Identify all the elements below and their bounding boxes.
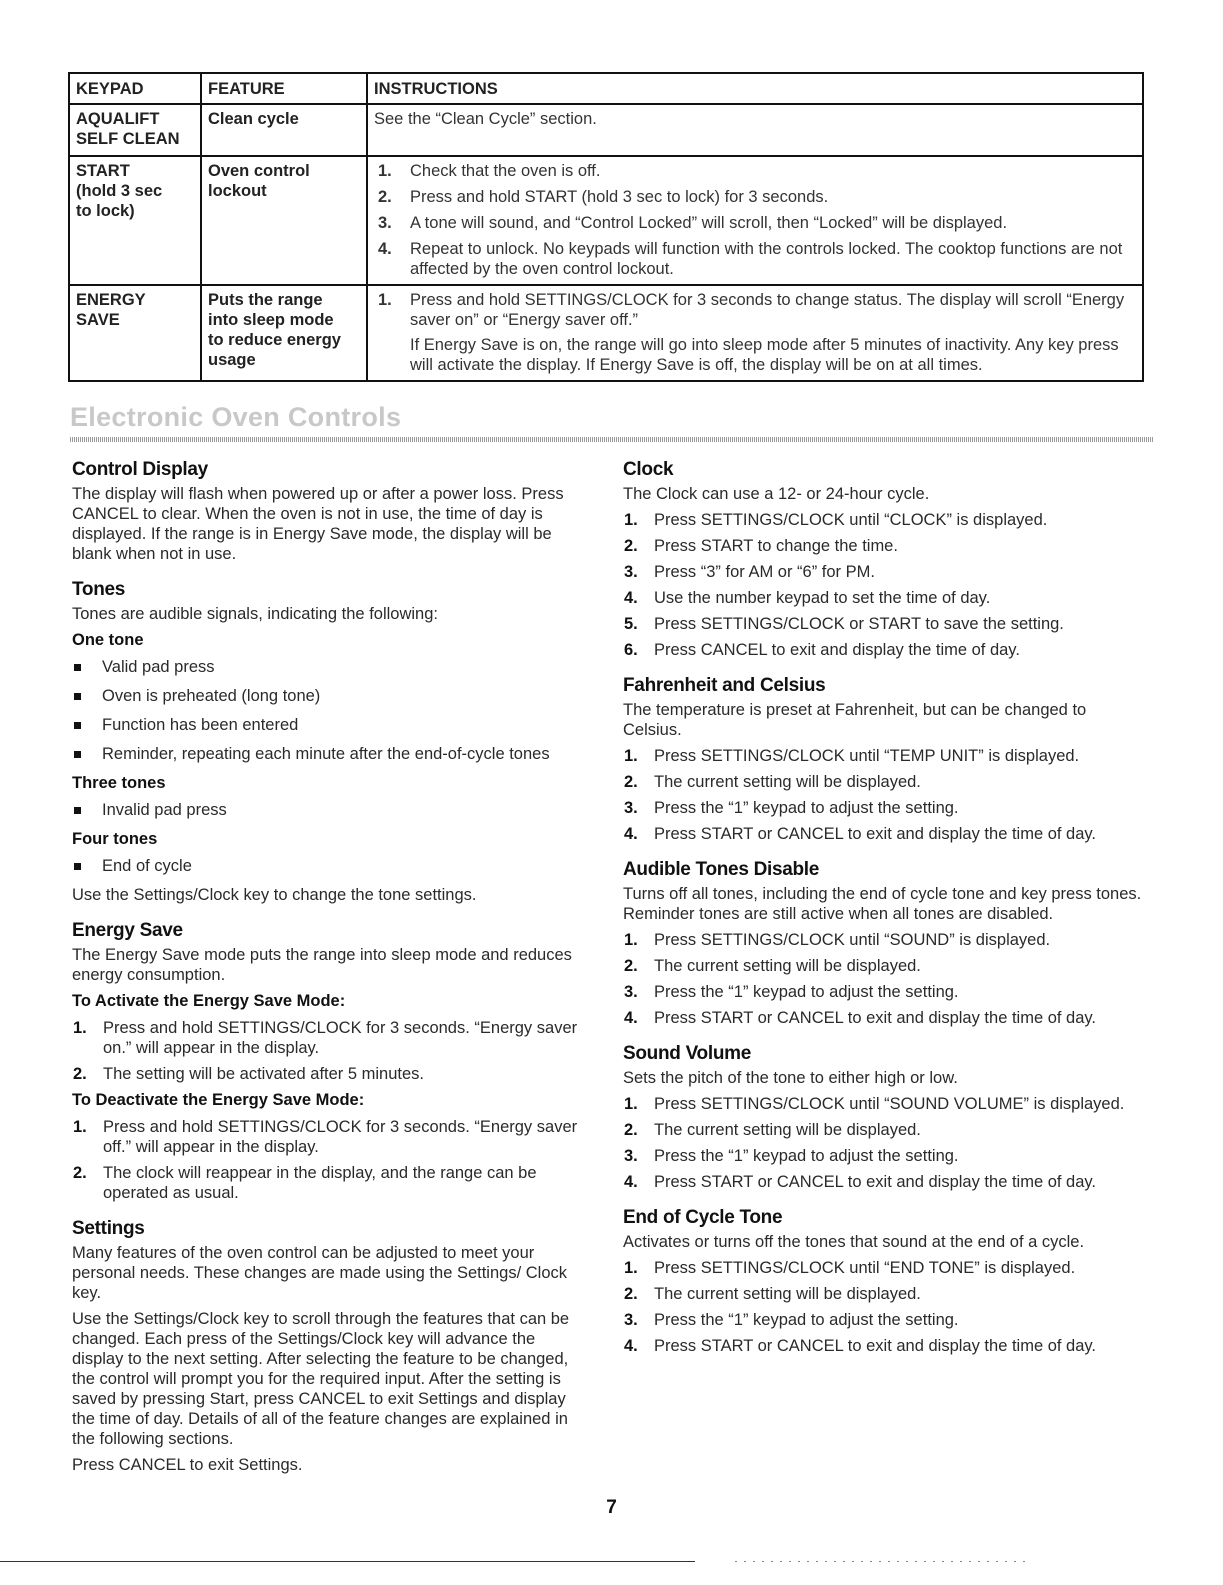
section-heading: Audible Tones Disable	[623, 859, 820, 880]
step-number: 2.	[73, 1065, 87, 1083]
step-number: 1.	[624, 1259, 638, 1277]
step-number: 1.	[378, 291, 392, 309]
list-item	[623, 930, 1143, 950]
step-text: Press the “1” keypad to adjust the setting.	[654, 1311, 959, 1329]
step-text: Press SETTINGS/CLOCK until “SOUND” is displayed.	[654, 931, 1051, 949]
step-text: Repeat to unlock. No keypads will function with the controls locked. The cooktop functions are not affected by the oven control lockout.	[410, 240, 1123, 278]
step-text: Press START or CANCEL to exit and display the time of day.	[654, 1009, 1097, 1027]
list-item	[623, 1172, 1143, 1192]
list-item	[623, 1146, 1143, 1166]
step-text: Press SETTINGS/CLOCK until “END TONE” is displayed.	[654, 1259, 1076, 1277]
step-text: The current setting will be displayed.	[654, 957, 921, 975]
list-text: End of cycle	[102, 857, 192, 875]
section-divider	[70, 437, 1153, 442]
paragraph: Tones are audible signals, indicating the following:	[72, 605, 438, 623]
step-number: 2.	[73, 1164, 87, 1182]
instructions-cell	[367, 104, 1143, 156]
list-item	[623, 798, 1143, 818]
step-number: 1.	[624, 511, 638, 529]
table-row	[69, 104, 1143, 156]
feature-line: Oven control	[208, 162, 310, 180]
step-number: 4.	[624, 1009, 638, 1027]
instructions-cell	[367, 285, 1143, 381]
audible-tones-section	[623, 860, 1143, 1028]
header-feature: FEATURE	[201, 73, 367, 104]
step-number: 3.	[624, 563, 638, 581]
step-text: Press START to change the time.	[654, 537, 898, 555]
paragraph: Use the Settings/Clock key to scroll through the features that can be changed. Each press of the Settings/Clock key will advance the display to the next setting. After selecting the feature to be changed, the control will prompt you for the required input. After the setting is saved by pressing Start, press CANCEL to exit Settings and display the time of day. Details of all of the feature changes are explained in the following sections.	[72, 1310, 570, 1448]
step-number: 3.	[624, 1311, 638, 1329]
list-text: Valid pad press	[102, 658, 215, 676]
step-number: 3.	[624, 799, 638, 817]
step-number: 2.	[624, 1285, 638, 1303]
instruction-item	[374, 187, 1136, 207]
paragraph: The Energy Save mode puts the range into sleep mode and reduces energy consumption.	[72, 946, 572, 984]
section-heading: Fahrenheit and Celsius	[623, 675, 826, 696]
list-item	[623, 510, 1143, 530]
step-text: Press and hold SETTINGS/CLOCK for 3 seconds. “Energy saver on.” will appear in the display.	[103, 1019, 578, 1057]
list-item	[72, 715, 590, 735]
step-number: 2.	[624, 537, 638, 555]
step-text: Press START or CANCEL to exit and display the time of day.	[654, 825, 1097, 843]
step-number: 3.	[624, 1147, 638, 1165]
instruction-item	[374, 239, 1136, 279]
paragraph: Sets the pitch of the tone to either high or low.	[623, 1069, 958, 1087]
step-text: Press SETTINGS/CLOCK until “SOUND VOLUME” is displayed.	[654, 1095, 1125, 1113]
subheading: One tone	[72, 631, 144, 649]
step-number: 4.	[624, 589, 638, 607]
clock-section	[623, 460, 1143, 660]
tones-section	[72, 580, 590, 905]
list-text: Reminder, repeating each minute after the end-of-cycle tones	[102, 745, 550, 763]
table-row	[69, 156, 1143, 285]
step-number: 2.	[378, 188, 392, 206]
keypad-line: (hold 3 sec	[76, 182, 163, 200]
step-text: Press and hold START (hold 3 sec to lock) for 3 seconds.	[410, 188, 829, 206]
control-display-section	[72, 460, 590, 564]
instructions-cell	[367, 156, 1143, 285]
paragraph: Turns off all tones, including the end of cycle tone and key press tones. Reminder tones are still active when all tones are disabled.	[623, 885, 1142, 923]
table-header-row	[69, 73, 1143, 104]
keypad-feature-table	[68, 72, 1144, 382]
keypad-line: START	[76, 162, 130, 180]
section-heading: Control Display	[72, 459, 208, 480]
step-text: Press the “1” keypad to adjust the setting.	[654, 799, 959, 817]
list-item	[72, 1117, 590, 1157]
feature-line: Clean cycle	[208, 110, 299, 128]
feature-cell	[201, 104, 367, 156]
list-item	[72, 1064, 590, 1084]
list-item	[623, 1258, 1143, 1278]
list-item	[623, 562, 1143, 582]
feature-cell	[201, 285, 367, 381]
list-item	[72, 744, 590, 764]
section-heading: Energy Save	[72, 920, 183, 941]
instruction-item	[374, 213, 1136, 233]
list-item	[623, 1094, 1143, 1114]
step-text: Press “3” for AM or “6” for PM.	[654, 563, 875, 581]
right-column	[623, 460, 1143, 1372]
feature-line: lockout	[208, 182, 267, 200]
bullet-icon	[74, 863, 81, 870]
list-item	[72, 1018, 590, 1058]
bullet-icon	[74, 751, 81, 758]
step-text: Press and hold SETTINGS/CLOCK for 3 seconds to change status. The display will scroll “Energy saver on” or “Energy saver off.”	[410, 291, 1125, 329]
instruction-item	[374, 290, 1136, 375]
step-number: 4.	[378, 240, 392, 258]
step-number: 4.	[624, 1173, 638, 1191]
instruction-list	[374, 161, 1136, 279]
bullet-icon	[74, 693, 81, 700]
list-item	[72, 1163, 590, 1203]
list-item	[72, 657, 590, 677]
list-item	[623, 1008, 1143, 1028]
keypad-line: ENERGY	[76, 291, 146, 309]
step-number: 6.	[624, 641, 638, 659]
subheading: To Activate the Energy Save Mode:	[72, 992, 346, 1010]
instruction-list	[374, 290, 1136, 375]
list-item	[623, 1336, 1143, 1356]
step-number: 4.	[624, 825, 638, 843]
list-text: Function has been entered	[102, 716, 299, 734]
list-item	[623, 1310, 1143, 1330]
keypad-cell	[69, 285, 201, 381]
step-text: The setting will be activated after 5 minutes.	[103, 1065, 424, 1083]
feature-line: to reduce energy	[208, 331, 341, 349]
step-number: 2.	[624, 1121, 638, 1139]
instruction-item	[374, 161, 1136, 181]
paragraph: Use the Settings/Clock key to change the tone settings.	[72, 886, 477, 904]
step-text: Press START or CANCEL to exit and display the time of day.	[654, 1337, 1097, 1355]
list-item	[72, 856, 590, 876]
list-item	[623, 536, 1143, 556]
paragraph: The temperature is preset at Fahrenheit, but can be changed to Celsius.	[623, 701, 1087, 739]
subheading: Four tones	[72, 830, 158, 848]
keypad-line: AQUALIFT	[76, 110, 160, 128]
section-title: Electronic Oven Controls	[70, 402, 402, 432]
list-item	[623, 824, 1143, 844]
feature-cell	[201, 156, 367, 285]
list-text: Oven is preheated (long tone)	[102, 687, 321, 705]
list-item	[623, 772, 1143, 792]
step-text: The current setting will be displayed.	[654, 773, 921, 791]
end-of-cycle-tone-section	[623, 1208, 1143, 1356]
bullet-icon	[74, 664, 81, 671]
step-text: The current setting will be displayed.	[654, 1285, 921, 1303]
keypad-line: SAVE	[76, 311, 120, 329]
footer-marks	[735, 1561, 1030, 1562]
paragraph: Press CANCEL to exit Settings.	[72, 1456, 303, 1474]
step-text: The current setting will be displayed.	[654, 1121, 921, 1139]
list-item	[623, 982, 1143, 1002]
section-heading: End of Cycle Tone	[623, 1207, 783, 1228]
step-text: A tone will sound, and “Control Locked” will scroll, then “Locked” will be displayed.	[410, 214, 1008, 232]
step-text: Press and hold SETTINGS/CLOCK for 3 seconds. “Energy saver off.” will appear in the display.	[103, 1118, 578, 1156]
list-item	[72, 686, 590, 706]
list-item	[623, 1120, 1143, 1140]
table-row	[69, 285, 1143, 381]
list-item	[623, 746, 1143, 766]
step-number: 1.	[624, 1095, 638, 1113]
keypad-cell	[69, 104, 201, 156]
list-item	[623, 640, 1143, 660]
step-text: Press the “1” keypad to adjust the setting.	[654, 1147, 959, 1165]
list-item	[623, 1284, 1143, 1304]
fahrenheit-celsius-section	[623, 676, 1143, 844]
list-item	[623, 588, 1143, 608]
step-text: Check that the oven is off.	[410, 162, 601, 180]
energy-save-section	[72, 921, 590, 1203]
step-number: 1.	[378, 162, 392, 180]
bullet-icon	[74, 807, 81, 814]
step-number: 1.	[624, 747, 638, 765]
list-text: Invalid pad press	[102, 801, 227, 819]
keypad-line: SELF CLEAN	[76, 130, 180, 148]
step-number: 2.	[624, 773, 638, 791]
subheading: To Deactivate the Energy Save Mode:	[72, 1091, 365, 1109]
list-item	[72, 800, 590, 820]
feature-line: into sleep mode	[208, 311, 334, 329]
list-item	[623, 956, 1143, 976]
step-number: 1.	[73, 1019, 87, 1037]
feature-line: Puts the range	[208, 291, 323, 309]
section-heading: Clock	[623, 459, 674, 480]
page-number: 7	[606, 1497, 617, 1518]
instructions-text: See the “Clean Cycle” section.	[374, 110, 597, 128]
bullet-icon	[74, 722, 81, 729]
paragraph: Activates or turns off the tones that sound at the end of a cycle.	[623, 1233, 1085, 1251]
step-note: If Energy Save is on, the range will go into sleep mode after 5 minutes of inactivity. Any key press will activate the display. If Energy Save is off, the display will be on at all times.	[410, 336, 1119, 374]
step-text: Press START or CANCEL to exit and display the time of day.	[654, 1173, 1097, 1191]
feature-line: usage	[208, 351, 256, 369]
header-keypad: KEYPAD	[69, 73, 201, 104]
sound-volume-section	[623, 1044, 1143, 1192]
keypad-line: to lock)	[76, 202, 135, 220]
settings-section	[72, 1219, 590, 1475]
list-item	[623, 614, 1143, 634]
paragraph: The display will flash when powered up or after a power loss. Press CANCEL to clear. When the oven is not in use, the time of day is displayed. If the range is in Energy Save mode, the display will be blank when not in use.	[72, 485, 564, 563]
subheading: Three tones	[72, 774, 166, 792]
keypad-cell	[69, 156, 201, 285]
step-text: Press the “1” keypad to adjust the setting.	[654, 983, 959, 1001]
step-number: 4.	[624, 1337, 638, 1355]
left-column	[72, 460, 590, 1491]
step-number: 3.	[378, 214, 392, 232]
section-heading: Sound Volume	[623, 1043, 751, 1064]
paragraph: Many features of the oven control can be adjusted to meet your personal needs. These changes are made using the Settings/ Clock key.	[72, 1244, 567, 1302]
step-number: 2.	[624, 957, 638, 975]
step-text: Press CANCEL to exit and display the time of day.	[654, 641, 1020, 659]
step-number: 5.	[624, 615, 638, 633]
step-text: Press SETTINGS/CLOCK until “TEMP UNIT” is displayed.	[654, 747, 1080, 765]
header-instructions: INSTRUCTIONS	[367, 73, 1143, 104]
step-text: The clock will reappear in the display, and the range can be operated as usual.	[103, 1164, 537, 1202]
step-text: Press SETTINGS/CLOCK until “CLOCK” is displayed.	[654, 511, 1048, 529]
footer-rule	[0, 1561, 695, 1562]
paragraph: The Clock can use a 12- or 24-hour cycle.	[623, 485, 930, 503]
section-heading: Tones	[72, 579, 126, 600]
step-text: Use the number keypad to set the time of day.	[654, 589, 991, 607]
step-number: 1.	[73, 1118, 87, 1136]
step-number: 3.	[624, 983, 638, 1001]
step-text: Press SETTINGS/CLOCK or START to save the setting.	[654, 615, 1064, 633]
step-number: 1.	[624, 931, 638, 949]
section-heading: Settings	[72, 1218, 145, 1239]
